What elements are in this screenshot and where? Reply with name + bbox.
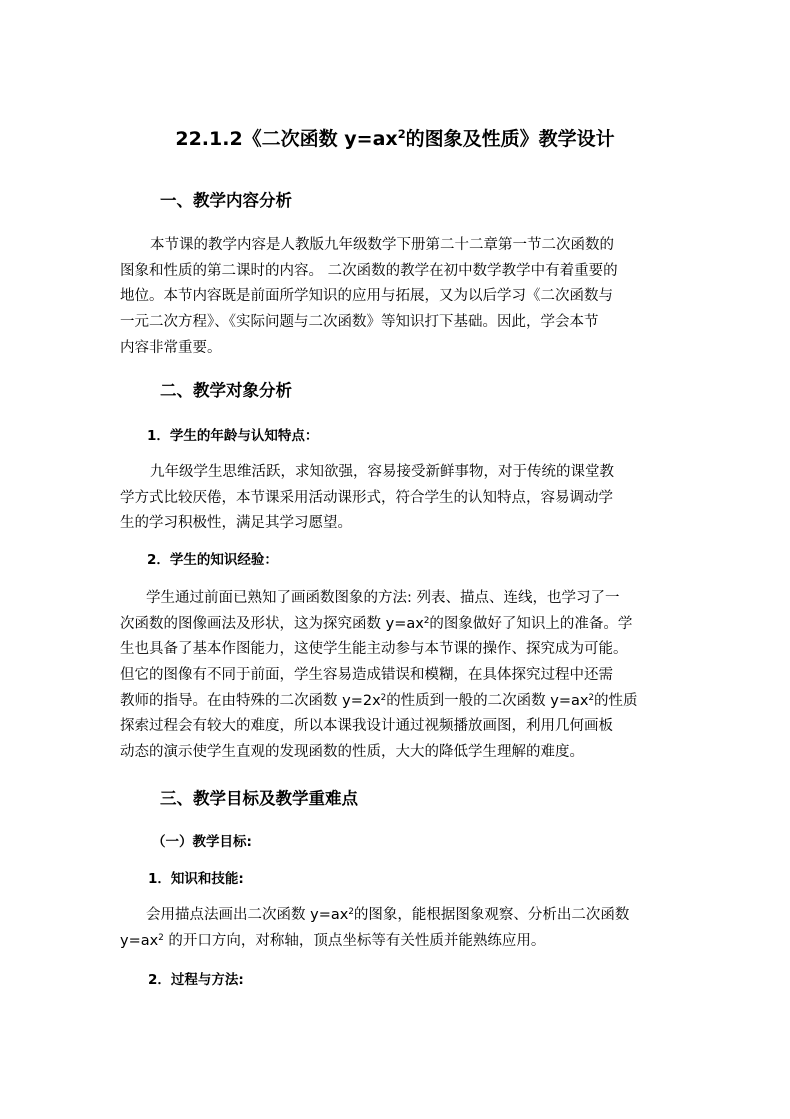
superscript: 2	[588, 692, 595, 703]
paragraph-line: 一元二次方程》、《实际问题与二次函数》等知识打下基础。因此，学会本节	[120, 314, 599, 331]
text-segment: 会用描点法画出二次函数 y=ax	[146, 907, 349, 923]
section3-sub2-heading: 2．过程与方法:	[148, 972, 244, 988]
paragraph-line	[120, 689, 672, 715]
section2-sub1-paragraph	[120, 460, 672, 537]
section2-sub2-paragraph	[120, 586, 672, 766]
document-title	[0, 126, 790, 152]
paragraph-line: 动态的演示使学生直观的发现函数的性质，大大的降低学生理解的难度。	[120, 744, 584, 761]
text-segment: 的开口方向，对称轴，顶点坐标等有关性质并能熟练应用。	[163, 932, 546, 949]
paragraph-line: 但它的图像有不同于前面，学生容易造成错误和模糊，在具体探究过程中还需	[120, 667, 613, 684]
superscript: 2	[348, 906, 354, 917]
paragraph-line: 探索过程会有较大的难度，所以本课我设计通过视频播放画图，利用几何画板	[120, 718, 613, 735]
paragraph-line	[120, 929, 672, 955]
paragraph-line	[120, 903, 672, 929]
text-segment: y=ax	[120, 932, 159, 949]
superscript: 2	[423, 615, 430, 626]
section2-sub1-heading: 1．学生的年龄与认知特点：	[147, 428, 319, 444]
paragraph-line	[120, 612, 672, 638]
paragraph-line: 学方式比较厌倦，本节课采用活动课形式，符合学生的认知特点，容易调动学	[120, 489, 613, 506]
paragraph-line: 九年级学生思维活跃，求知欲强，容易接受新鲜事物，对于传统的课堂教	[150, 464, 614, 480]
paragraph-line: 图象和性质的第二课时的内容。 二次函数的教学在初中数学教学中有着重要的	[120, 262, 618, 279]
text-segment: 次函数的图像画法及形状，这为探究函数 y=ax	[120, 615, 424, 632]
paragraph-line: 内容非常重要。	[120, 339, 222, 356]
text-segment: 教师的指导。在由特殊的二次函数 y=2x	[120, 692, 381, 709]
superscript: 2	[380, 692, 387, 703]
section3-sub1-paragraph	[120, 903, 672, 954]
paragraph-line: 生也具备了基本作图能力，这使学生能主动参与本节课的操作、探究成为可能。	[120, 641, 628, 658]
title-suffix: 的图象及性质》教学设计	[405, 128, 615, 150]
section3-goal-heading: （一）教学目标:	[152, 834, 252, 850]
paragraph-line: 生的学习积极性，满足其学习愿望。	[120, 515, 352, 532]
title-prefix: 22.1.2《二次函数 y=ax	[175, 128, 398, 150]
text-segment: 的性质	[594, 692, 638, 709]
paragraph-line: 学生通过前面已熟知了画函数图象的方法: 列表、描点、连线，也学习了一	[146, 590, 620, 606]
text-segment: 的图象，能根据图象观察、分析出二次函数	[353, 907, 630, 923]
section1-paragraph	[120, 233, 672, 361]
section2-heading: 二、教学对象分析	[160, 381, 292, 400]
section3-heading: 三、教学目标及教学重难点	[160, 789, 358, 808]
section3-sub1-heading: 1．知识和技能:	[148, 871, 244, 887]
text-segment: 的性质到一般的二次函数 y=ax	[386, 692, 589, 709]
section1-heading: 一、教学内容分析	[160, 191, 292, 210]
section2-sub2-heading: 2．学生的知识经验：	[147, 552, 278, 568]
text-segment: 的图象做好了知识上的准备。学	[429, 615, 633, 632]
superscript: 2	[158, 932, 164, 943]
title-superscript: 2	[397, 127, 406, 142]
paragraph-line: 本节课的教学内容是人教版九年级数学下册第二十二章第一节二次函数的	[150, 237, 614, 253]
paragraph-line: 地位。本节内容既是前面所学知识的应用与拓展，又为以后学习《二次函数与	[120, 288, 613, 305]
